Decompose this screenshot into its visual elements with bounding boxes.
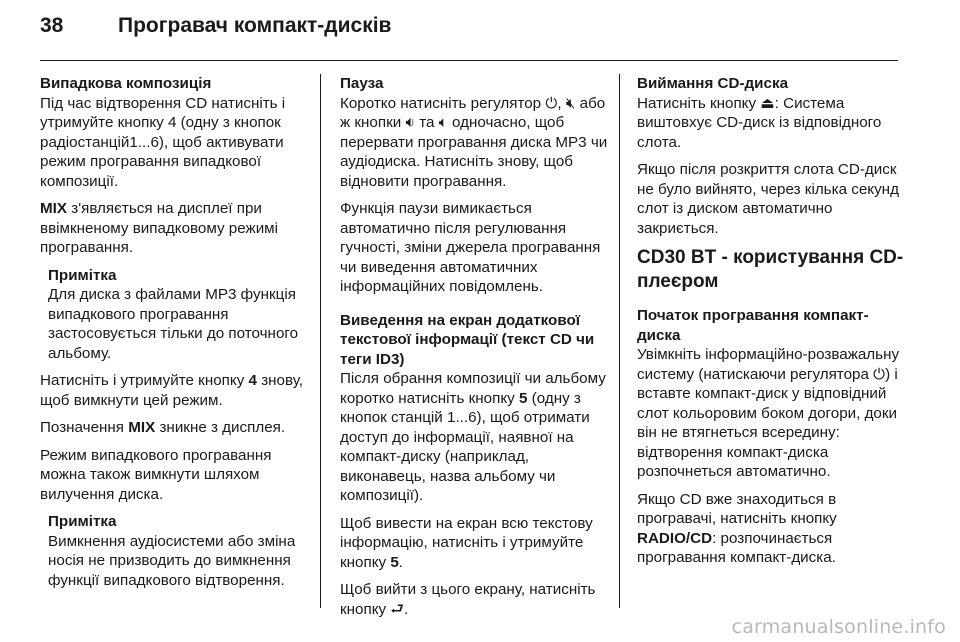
note-label: Примітка — [48, 513, 117, 530]
section-heading-pause: Пауза — [340, 75, 384, 92]
text: Коротко натисніть регулятор — [340, 94, 546, 112]
text: Якщо CD вже знаходиться в програвачі, натисніть кнопку — [637, 490, 837, 527]
note-label: Примітка — [48, 266, 117, 284]
paragraph — [340, 94, 608, 192]
section-heading-cd30bt: CD30 BT - користування CD-плеєром — [637, 247, 904, 292]
section-heading-eject: Виймання CD-диска — [637, 75, 789, 92]
column-divider-1 — [320, 74, 321, 608]
paragraph: Функція паузи вимикається автоматично після регулювання гучності, зміни джерела програвання чи виведення автоматичних інформаційних повідомлень. — [340, 200, 601, 295]
button-label: 5 — [518, 389, 528, 407]
paragraph — [40, 371, 308, 410]
text: або ж кнопки — [340, 94, 606, 131]
paragraph — [40, 418, 308, 438]
text: Увімкніть інформаційно-розважальну систему (натискаючи регулятора — [637, 346, 900, 383]
paragraph — [340, 580, 608, 619]
power-icon: ⏻ — [873, 364, 886, 383]
text: Щоб вийти з цього екрану, натисніть кнопку — [340, 581, 596, 618]
section-heading-start-playback: Початок програвання компакт-диска — [637, 307, 869, 344]
text: . — [398, 553, 404, 571]
mute-icon: 🔇︎ — [565, 93, 576, 112]
text: : розпочинається програвання компакт-диска. — [637, 529, 836, 566]
note — [48, 266, 308, 364]
paragraph — [40, 199, 308, 258]
text: одночасно, щоб перервати програвання диска MP3 чи аудіодиска. Натисніть знову, щоб відновити програвання. — [340, 114, 608, 190]
note-text: Вимкнення аудіосистеми або зміна носія не призводить до вимкнення функції випадкового відтворення. — [48, 532, 296, 589]
text: та — [415, 114, 439, 131]
note — [48, 512, 308, 590]
page-title: Програвач компакт-дисків — [118, 14, 392, 37]
watermark: carmanualsonline.info — [731, 616, 946, 638]
paragraph: Якщо після розкриття слота CD-диск не було вийнято, через кілька секунд слот із диском автоматично закриється. — [637, 161, 899, 237]
paragraph — [340, 369, 608, 506]
back-icon: ⮐ — [390, 599, 405, 618]
text: Натисніть і утримуйте кнопку — [40, 372, 249, 389]
paragraph: Режим випадкового програвання можна також вимкнути шляхом вилучення диска. — [40, 446, 272, 503]
text: знову, щоб вимкнути цей режим. — [40, 372, 304, 409]
button-label: 5 — [390, 553, 399, 571]
paragraph: Під час відтворення CD натисніть і утримуйте кнопку 4 (одну з кнопок радіостанцій1...6), щоб активувати режим програвання випадкової композиції. — [40, 94, 286, 190]
note-text: Для диска з файлами MP3 функція випадкового програвання застосовується тільки до поточного альбому. — [48, 286, 299, 362]
text: з'являється на дисплеї при ввімкненому випадковому режимі програвання. — [40, 200, 278, 256]
button-label: 4 — [248, 372, 257, 389]
text: . — [404, 600, 409, 618]
mix-label: MIX — [128, 419, 156, 436]
eject-icon: ⏏ — [760, 93, 775, 112]
column-1 — [40, 74, 308, 598]
power-icon: ⏻ — [545, 93, 558, 112]
mix-label: MIX — [40, 200, 68, 217]
paragraph — [637, 490, 909, 568]
column-divider-2 — [619, 74, 620, 608]
text: ) і вставте компакт-диск у відповідний слот кольоровим боком догори, доки він не втягнеться всередину: відтворення компакт-диска розпочнеться автоматично. — [637, 365, 898, 480]
text: Після обрання композиції чи альбому коротко натисніть кнопку — [340, 370, 606, 407]
radio-cd-label: RADIO/CD — [637, 529, 713, 547]
text: Щоб вивести на екран всю текстову інформацію, натисніть і утримуйте кнопку — [340, 514, 593, 571]
page-header — [40, 14, 920, 54]
header-rule — [40, 60, 898, 61]
page-number: 38 — [40, 14, 64, 37]
text: , — [557, 94, 566, 112]
section-heading-random: Випадкова композиція — [40, 75, 212, 92]
volume-up-icon: 🔉︎ — [405, 113, 416, 131]
text: : Система виштовхує CD-диск із відповідного слота. — [637, 94, 882, 151]
column-2 — [340, 74, 608, 627]
text: (одну з кнопок станцій 1...6), щоб отримати доступ до інформації, наявної на компакт-диску (наприклад, виконавець, назва альбому чи композиції). — [340, 389, 590, 504]
text: Позначення — [40, 419, 129, 436]
text: Натисніть кнопку — [637, 94, 761, 112]
column-3 — [637, 74, 909, 576]
volume-down-icon: 🔈︎ — [438, 113, 448, 131]
paragraph — [637, 345, 909, 482]
paragraph — [637, 94, 909, 153]
paragraph — [340, 514, 608, 573]
section-heading-text-info: Виведення на екран додаткової текстової інформації (текст CD чи теги ID3) — [340, 311, 595, 368]
text: зникне з дисплея. — [155, 419, 286, 436]
